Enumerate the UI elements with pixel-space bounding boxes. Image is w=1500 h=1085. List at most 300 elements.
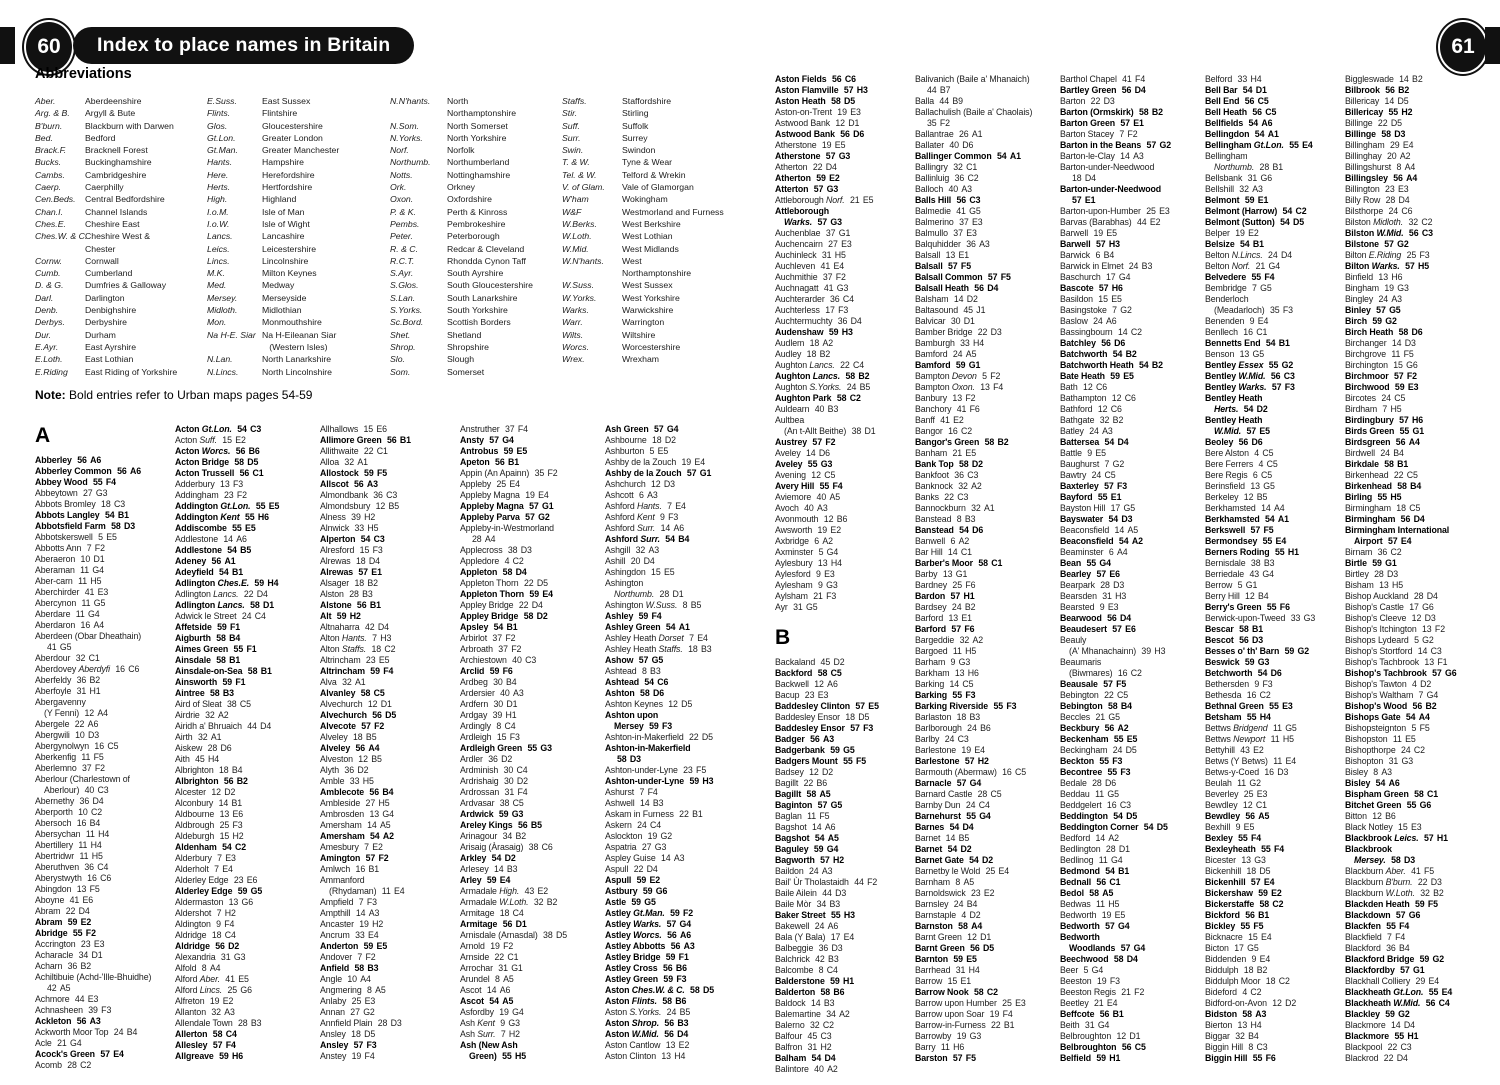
index-entry: Arinagour 34 B2 [460,831,527,841]
index-entry: Aintree 58 B3 [175,688,234,698]
index-entry: Ansley 18 D5 [320,1029,376,1039]
index-entry: Avening 12 C5 [775,470,836,480]
index-entry: Balsall 57 F5 [915,261,971,271]
index-entry: Aldridge 18 C4 [175,930,236,940]
index-entry: Belvedere 55 F4 [1205,272,1275,282]
abbreviation-row [35,243,177,255]
abbreviation-full-name: Bedford [85,132,116,143]
index-entry: Arrochar 31 G1 [460,963,523,973]
index-entry: Barton Green 57 E1 [1060,118,1144,128]
abbreviation-full-name: Worcestershire [622,341,681,352]
index-entry: Acharn 36 B2 [35,961,92,971]
index-entry: Ashton Keynes 12 D5 [605,699,693,709]
abbreviation-full-name: South Lanarkshire [447,292,518,303]
index-entry: Belton Norf. 21 G4 [1205,261,1281,271]
abbreviation: Ches.W. & C. [35,231,88,242]
index-entry: Badsey 12 D2 [775,767,834,777]
abbreviation-row [35,255,177,267]
index-entry: Ballantrae 26 A1 [915,129,983,139]
index-entry: Bala (Y Bala) 17 E4 [775,932,855,942]
page-number-right: 61 [1451,35,1475,58]
index-entry: Billingham 29 E4 [1345,140,1414,150]
index-entry: Birtle 59 G1 [1345,558,1397,568]
index-entry: Asfordby 19 G4 [460,1007,524,1017]
index-entry: Ambleside 27 H5 [320,798,390,808]
index-entry: Belmont (Sutton) 54 D5 [1205,217,1305,227]
abbreviation-row [35,329,177,341]
index-entry: Airdrie 32 A2 [175,710,229,720]
index-entry: Bearsden 31 H3 [1060,591,1127,601]
abbreviation: I.o.W. [207,218,230,229]
abbreviation-full-name: Suffolk [622,120,649,131]
index-entry: Baile Mòr 34 B3 [775,899,841,909]
index-entry: Allimore Green 56 B1 [320,435,411,445]
index-entry: Bickershaw 59 E2 [1205,888,1282,898]
abbreviation-row [390,279,533,291]
index-entry: Barrhead 31 H4 [915,965,980,975]
index-entry: Banbury 13 F2 [915,393,976,403]
index-entry: Altrincham 23 E5 [320,655,390,665]
index-entry: Bentley Heath [1205,415,1263,425]
index-entry: Amesbury 7 E2 [320,842,383,852]
index-entry: Ansty 57 G4 [460,435,514,445]
index-entry: Birdwell 24 B4 [1345,448,1404,458]
index-entry: Ashbourne 18 D2 [605,435,676,445]
index-entry: Abbotsfield Farm 58 D3 [35,521,136,531]
index-entry: Alness 39 H2 [320,512,376,522]
index-entry: Bangor 16 C2 [915,426,973,436]
index-entry: Appleby-in-Westmorland [460,523,554,533]
abbreviation: Arg. & B. [35,108,70,119]
index-entry: Alderley Edge 23 E6 [175,875,258,885]
index-entry: Bate Heath 59 E5 [1060,371,1134,381]
index-entry: Bebington 22 C5 [1060,690,1129,700]
abbreviation-full-name: North Yorkshire [447,132,507,143]
index-entry: Appledore 4 C2 [460,556,524,566]
index-entry: Binley 57 G5 [1345,305,1401,315]
index-entry: (Rhydaman) 11 E4 [329,886,405,896]
index-entry: Aird of Sleat 38 C5 [175,699,251,709]
index-entry: Bishop's Stortford 14 C3 [1345,646,1442,656]
index-entry: Alveley 18 B5 [320,732,377,742]
abbreviation-full-name: Peterborough [447,231,500,242]
index-entry: Bardney 25 F6 [915,580,976,590]
index-entry: Angmering 8 A5 [320,985,386,995]
index-entry: Beoley 56 D6 [1205,437,1263,447]
index-entry: Acle 21 G4 [35,1038,82,1048]
index-entry: Aslockton 19 G2 [605,831,673,841]
index-entry: Beaudesert 57 E6 [1060,624,1136,634]
index-entry: Auchleven 41 E4 [775,261,844,271]
abbreviation-full-name: (Western Isles) [262,341,328,352]
index-entry: Bishopston 11 E5 [1345,734,1416,744]
index-entry: Bamford 59 G1 [915,360,981,370]
index-entry: Balemartine 34 A2 [775,1009,850,1019]
index-entry: Bidford-on-Avon 12 D2 [1205,998,1297,1008]
index-entry: 28 A4 [472,534,496,544]
index-entry: Abingdon 13 F5 [35,884,100,894]
index-entry: Barrowby 19 G3 [915,1031,982,1041]
index-entry: Allesley 57 F4 [175,1040,236,1050]
index-entry: Birmingham 18 C5 [1345,503,1421,513]
index-entry: Bamburgh 33 H4 [915,338,985,348]
index-entry: Arley 59 E4 [460,875,511,885]
index-entry: Blackfen 55 F4 [1345,921,1410,931]
index-entry: Beeston 19 F3 [1060,976,1120,986]
index-entry: Adwick le Street 24 C4 [175,611,266,621]
index-entry: Bere Alston 4 C5 [1205,448,1274,458]
abbreviation-row [562,107,724,119]
index-entry: Billericay 14 D5 [1345,96,1409,106]
index-entry: Warks. 57 G3 [784,217,842,227]
index-entry: Abram 22 D4 [35,906,90,916]
index-entry: Arclid 59 F6 [460,666,513,676]
abbreviation-full-name: Warrington [622,317,665,328]
index-entry: Bilston W.Mid. 56 C3 [1345,228,1433,238]
abbreviation-row [390,132,533,144]
index-entry: Balcombe 8 C4 [775,965,838,975]
index-entry: Barnt Green 56 D5 [915,943,995,953]
index-entry: Ascot 54 A5 [460,996,514,1006]
index-entry: Bewdley 56 A5 [1205,811,1270,821]
index-entry: Allanton 32 A3 [175,1007,235,1017]
index-entry: Barton Stacey 7 F2 [1060,129,1138,139]
index-entry: Batley 24 A3 [1060,426,1113,436]
index-entry: Andover 7 F2 [320,952,376,962]
abbreviation-row [390,366,533,378]
index-entry: Beer 5 G4 [1060,965,1104,975]
abbreviation-full-name: Gloucestershire [262,120,323,131]
index-entry: Bilton E.Riding 25 F3 [1345,250,1430,260]
index-entry: Appley Bridge 58 D2 [460,611,548,621]
index-entry: Beauly [1060,635,1087,645]
abbreviation: Cen.Beds. [35,194,76,205]
index-entry: Alresford 15 F3 [320,545,383,555]
index-entry: Anfield 58 B3 [320,963,379,973]
index-entry: (Meadarloch) 35 F3 [1214,305,1293,315]
abbreviation-row [390,329,533,341]
index-entry: Baildon 24 A3 [775,866,833,876]
abbreviation-full-name: Redcar & Cleveland [447,243,525,254]
abbreviation: E.Riding [35,366,68,377]
index-entry: Billington 23 E3 [1345,184,1409,194]
index-entry: Ampfield 7 F3 [320,897,377,907]
index-entry: Atherstone 19 E5 [775,140,846,150]
index-entry: Bell Bar 54 D1 [1205,85,1267,95]
index-entry: Banchory 41 F6 [915,404,980,414]
abbreviation: B'burn. [35,120,63,131]
abbreviation-row [207,120,339,132]
abbreviation: Mersey. [207,292,238,303]
index-entry: Bamford 24 A5 [915,349,977,359]
index-entry: Bishops Lydeard 5 G2 [1345,635,1434,645]
index-entry: Bellingham [1205,151,1248,161]
index-entry: Addlestone 54 B5 [175,545,252,555]
index-entry: Biggin Hill 8 C3 [1205,1042,1268,1052]
index-entry: Blackfield 7 F4 [1345,932,1406,942]
index-entry: Aberlour (Charlestown of [35,774,130,784]
index-entry: Arkley 54 D2 [460,853,516,863]
index-entry: Birch Heath 58 D6 [1345,327,1423,337]
index-entry: Barwick in Elmet 24 B3 [1060,261,1153,271]
index-entry: Billingshurst 8 A4 [1345,162,1416,172]
index-entry: Barnet 14 B5 [915,833,970,843]
index-entry: Aldbourne 13 E6 [175,809,244,819]
index-entry: Auchnagatt 41 G3 [775,283,849,293]
index-entry: Barnehurst 55 G4 [915,811,991,821]
abbreviation-row [35,218,177,230]
index-entry: Herts. 54 D2 [1214,404,1268,414]
abbreviation-full-name: Blackburn with Darwen [85,120,174,131]
index-entry: Balham 54 D4 [775,1053,836,1063]
index-entry: Ardminish 30 C4 [460,765,528,775]
index-entry: Awsworth 19 E2 [775,525,841,535]
index-entry: Balmedie 41 G5 [915,206,981,216]
index-entry: Barnes 54 D4 [915,822,974,832]
index-entry: 58 D3 [617,754,641,764]
index-entry: Ashton-under-Lyne 59 H3 [605,776,714,786]
index-entry: Ardvasar 38 C5 [460,798,524,808]
index-entry: Baker Street 55 H3 [775,910,855,920]
index-entry: Aberuthven 36 C4 [35,862,109,872]
index-entry: Alvecote 57 F2 [320,721,385,731]
index-entry: Bilton Warks. 57 H5 [1345,261,1430,271]
index-entry: Aston Flamville 57 H3 [775,85,868,95]
index-entry: Blackmore 55 H1 [1345,1031,1419,1041]
index-entry: Alvechurch 56 D5 [320,710,397,720]
index-entry: Balsall 13 E1 [915,250,970,260]
index-entry: Anlaby 25 E3 [320,996,376,1006]
index-entry: Allendale Town 28 B3 [175,1018,262,1028]
abbreviation-row [390,156,533,168]
abbreviations-table [35,95,755,383]
index-entry: Ashley Heath Staffs. 18 B3 [605,644,712,654]
index-entry: Adderbury 13 F3 [175,479,244,489]
index-entry: Auldearn 40 B3 [775,404,839,414]
abbreviation-full-name: West [622,255,642,266]
index-entry: Green) 55 H5 [469,1051,527,1061]
index-entry: Ashburton 5 E5 [605,446,669,456]
abbreviation: Gt.Lon. [207,132,236,143]
abbreviation-full-name: South Yorkshire [447,305,508,316]
index-entry: Atherton 59 E2 [775,173,840,183]
abbreviation: Brack.F. [35,145,67,156]
abbreviation-full-name: Cheshire East [85,218,140,229]
index-entry: Billinge 58 D3 [1345,129,1406,139]
abbreviation-full-name: Telford & Wrekin [622,169,686,180]
index-entry: Bere Regis 6 C5 [1205,470,1273,480]
abbreviation-row [390,316,533,328]
index-entry: Beckton 55 F3 [1060,756,1123,766]
index-entry: Bagworth 57 H2 [775,855,845,865]
abbreviation-full-name: West Sussex [622,280,673,291]
index-entry: Bettyhill 43 E2 [1205,745,1264,755]
abbreviation: Hants. [207,157,233,168]
index-entry: Balchrick 42 B3 [775,954,839,964]
abbreviation-full-name: Aberdeenshire [85,96,142,106]
index-entry: Abbots Bromley 18 C3 [35,499,125,509]
index-entry: Ballachulish (Baile a' Chaolais) [915,107,1033,117]
index-entry: Bewdley 12 C1 [1205,800,1267,810]
index-entry: Bellfields 54 A6 [1205,118,1273,128]
index-entry: Bebington 58 B4 [1060,701,1132,711]
index-entry: Ashchurch 12 D3 [605,479,675,489]
index-entry: Barston 57 F5 [915,1053,976,1063]
index-entry: Arbirlot 37 F2 [460,633,516,643]
abbreviation: High. [207,194,228,205]
abbreviation-row [35,230,177,242]
index-entry: Aberdaron 16 A4 [35,620,104,630]
index-entry: Alton Staffs. 18 C2 [320,644,396,654]
index-entry: Beetley 21 E4 [1060,998,1118,1008]
index-entry: Appleby Magna 19 E4 [460,490,549,500]
abbreviation-row [390,193,533,205]
index-entry: Aston Fields 56 C6 [775,74,856,84]
abbreviation: E.Suss. [207,96,237,106]
abbreviation-full-name: Merseyside [262,292,307,303]
index-entry: Balivanich (Baile a' Mhanaich) [915,74,1030,84]
index-entry: Bilsthorpe 24 C6 [1345,206,1413,216]
index-entry: Ardrossan 31 F4 [460,787,528,797]
abbreviation: Here. [207,169,229,180]
index-entry: Barton-le-Clay 14 A3 [1060,151,1144,161]
index-entry: Bierton 13 H4 [1205,1020,1262,1030]
index-entry: Baughurst 7 G2 [1060,459,1125,469]
index-entry: Barking Riverside 55 F3 [915,701,1017,711]
index-entry: Astley Gt.Man. 59 F2 [605,908,694,918]
abbreviation-row [562,144,724,156]
index-entry: Bagshot 54 A5 [775,833,839,843]
abbreviation-full-name: Somerset [447,366,485,377]
index-entry: Aberdovey Aberdyfi 16 C6 [35,664,140,674]
abbreviation-full-name: Orkney [447,182,476,193]
index-entry: Achmore 44 E3 [35,994,99,1004]
abbreviation-row [35,292,177,304]
abbreviation [390,107,447,119]
index-entry: Appley Bridge 22 D4 [460,600,543,610]
index-entry: Aston-on-Trent 19 E3 [775,107,861,117]
index-entry: Altrincham 59 F4 [320,666,394,676]
abbreviation-full-name: West Midlands [622,243,679,254]
index-entry: Arisaig (Àrasaig) 38 C6 [460,842,553,852]
abbreviation: P. & K. [390,206,416,217]
abbreviation-full-name: East Sussex [262,96,311,106]
index-entry: Betsham 55 H4 [1205,712,1271,722]
index-entry: Abram 59 E2 [35,917,92,927]
index-entry: Alderholt 7 E4 [175,864,233,874]
index-entry: Aston Heath 58 D5 [775,96,856,106]
index-entry: Barford 57 F6 [915,624,975,634]
index-entry: Baginton 57 G5 [775,800,843,810]
index-entry: Astley Cross 56 B6 [605,963,687,973]
index-entry: Armadale W.Loth. 32 B2 [460,897,558,907]
index-entry: Bickley 55 F5 [1205,921,1264,931]
abbreviation-row [207,181,339,193]
index-entry: Annan 27 G2 [320,1007,375,1017]
abbreviation-row [207,144,339,156]
index-entry: Beaconsfield 54 A2 [1060,536,1143,546]
abbreviation-full-name: North Somerset [447,120,508,131]
index-entry: Barlaston 18 B3 [915,712,981,722]
index-entry: Aston Flints. 58 B6 [605,996,687,1006]
abbreviation: Swin. [562,145,584,156]
index-entry: Alderbury 7 E3 [175,853,236,863]
index-column [915,74,1056,1064]
index-entry: Ainsdale-on-Sea 58 B1 [175,666,272,676]
index-entry: Balintore 40 A2 [775,1064,838,1074]
index-entry: Berwick-upon-Tweed 33 G3 [1205,613,1316,623]
index-entry: Bedale 28 D6 [1060,778,1117,788]
index-entry: Aith 45 H4 [175,754,220,764]
index-entry: Auchtermuchty 36 D4 [775,316,862,326]
index-entry: Barrow-in-Furness 22 B1 [915,1020,1015,1030]
abbreviation: Warr. [562,317,583,328]
index-entry: Atherstone 57 G3 [775,151,851,161]
abbreviation-full-name: Rhondda Cynon Taff [447,255,526,266]
abbreviation-full-name: Vale of Glamorgan [622,182,694,193]
abbreviation-row [35,107,177,119]
abbreviation: Surr. [562,132,581,143]
index-entry: Ashgill 32 A3 [605,545,660,555]
index-entry: Bexleyheath 55 F4 [1205,844,1285,854]
abbreviation-full-name: Perth & Kinross [447,206,508,217]
index-entry: Birdsgreen 56 A4 [1345,437,1420,447]
abbreviation-row [35,95,177,107]
index-entry: Aston Cantlow 13 E2 [605,1040,690,1050]
abbreviation: S.Glos. [390,280,419,291]
abbreviation-full-name: Midlothian [262,305,302,316]
index-entry: Arnisdale (Arnasdal) 38 D5 [460,930,567,940]
index-entry: Billinghay 20 A2 [1345,151,1411,161]
index-entry: Acton Suff. 15 E2 [175,435,246,445]
index-entry: Bere Ferrers 4 C5 [1205,459,1278,469]
abbreviation [35,243,85,255]
index-column [1345,74,1486,1064]
index-entry: Ashcott 6 A3 [605,490,658,500]
index-entry: Bishopton 31 G3 [1345,756,1414,766]
index-entry: Balfour 45 C3 [775,1031,832,1041]
index-entry: Allhallows 15 E6 [320,424,387,434]
index-entry: Basildon 15 E5 [1060,294,1122,304]
index-entry: Abberley Common 56 A6 [35,466,142,476]
abbreviation-row [390,169,533,181]
index-entry: Aldershot 7 H2 [175,908,236,918]
abbreviation-full-name: Caerphilly [85,182,124,193]
index-entry: Abersychan 11 H4 [35,829,110,839]
index-entry: Aldermaston 13 G6 [175,897,254,907]
abbreviation-row [562,353,724,365]
index-entry: Alva 32 A1 [320,677,366,687]
abbreviation [207,341,262,353]
index-entry: Areley Kings 56 B5 [460,820,542,830]
index-entry: Avoch 40 A3 [775,503,828,513]
abbreviation: Lancs. [207,231,233,242]
index-column [35,424,176,1071]
abbreviation: Cumb. [35,268,61,279]
index-entry: Ashley Green 54 A1 [605,622,690,632]
abbreviation-row [390,243,533,255]
index-entry: Aughton Lancs. 22 C4 [775,360,865,370]
index-entry: Battersea 54 D4 [1060,437,1129,447]
abbreviation-row [562,267,724,279]
index-entry: Barnetby le Wold 25 E4 [915,866,1010,876]
abbreviation-full-name: South Gloucestershire [447,280,533,291]
index-entry: Backaland 45 D2 [775,657,845,667]
index-entry: Barnt Green 12 D1 [915,932,992,942]
abbreviation-full-name: Milton Keynes [262,268,317,279]
index-entry: Airth 32 A1 [175,732,222,742]
index-entry: Ashton-in-Makerfield [605,743,691,753]
